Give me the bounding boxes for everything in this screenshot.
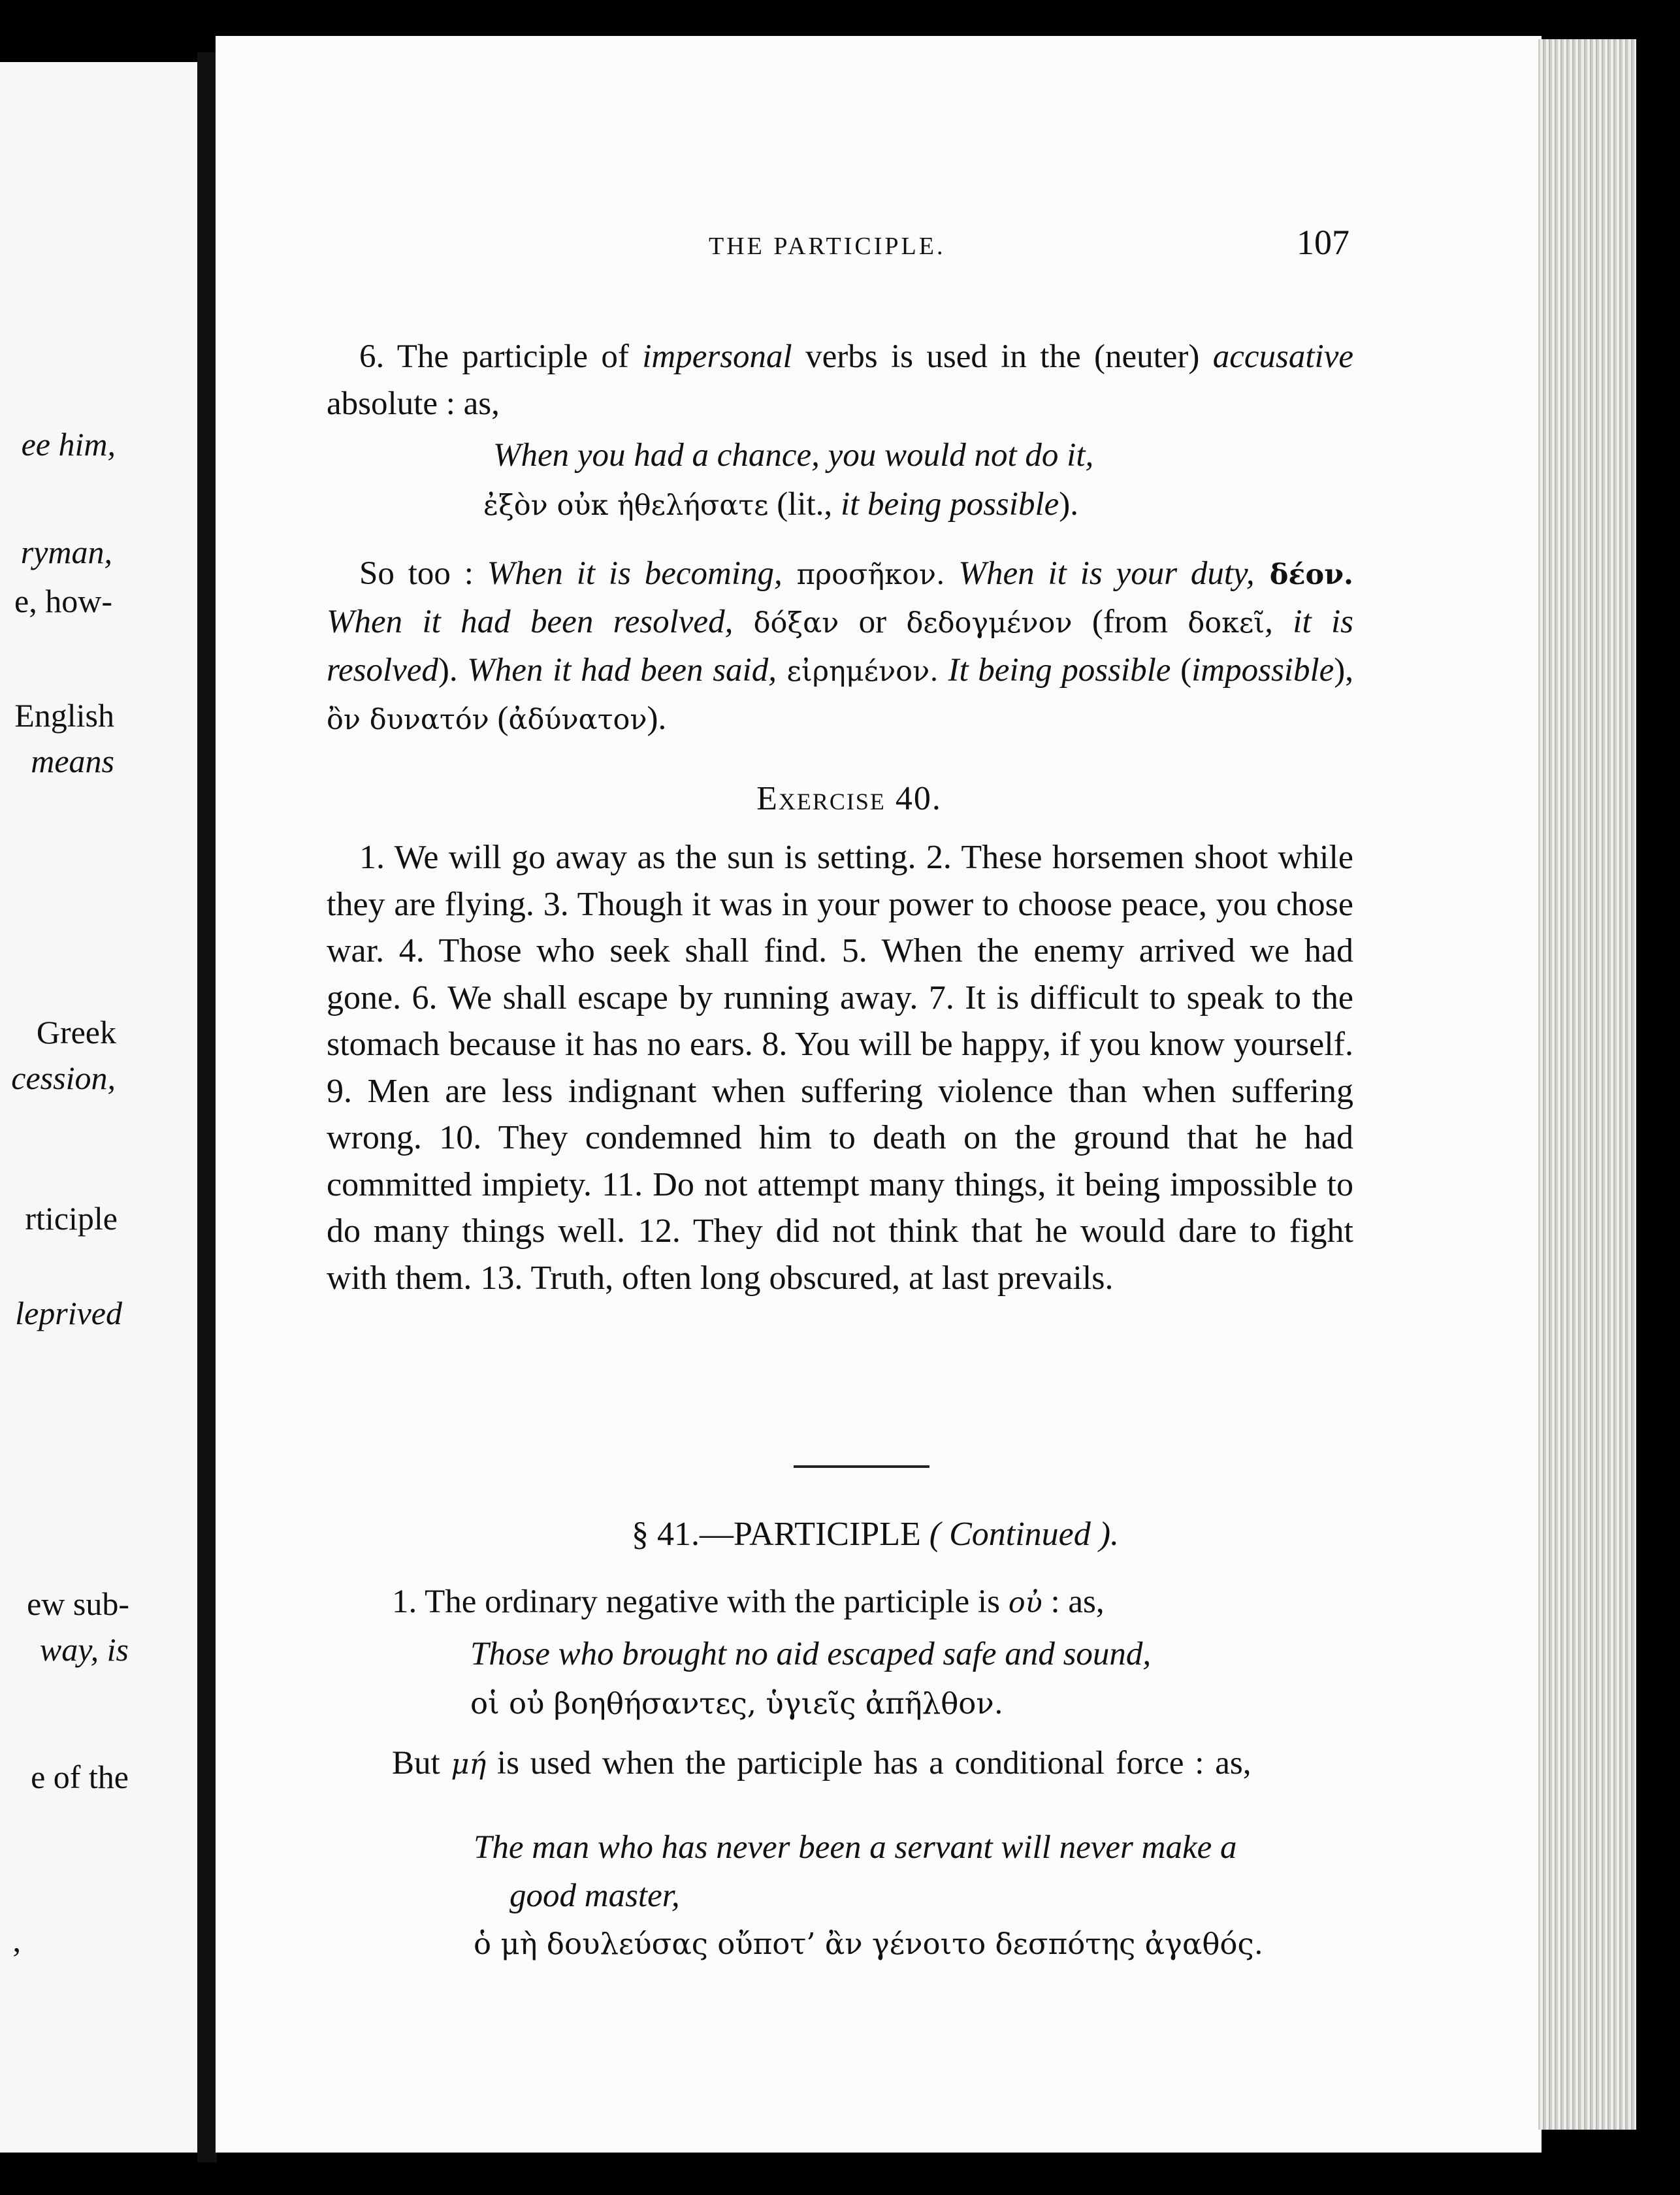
text-run: ( [489, 700, 509, 737]
text-run: When it is your duty, [945, 555, 1255, 592]
left-page-fragment: ryman, [20, 534, 112, 570]
greek-text: μή [451, 1748, 487, 1781]
text-run: , it is resolved [327, 604, 1354, 689]
left-page-fragment: rticiple [25, 1200, 118, 1237]
text-run: 1. The ordinary negative with the participle is [392, 1584, 1009, 1620]
left-page-fragment: cession, [11, 1060, 116, 1096]
left-page-fragment: ew sub- [27, 1585, 129, 1622]
greek-text: δεδογμένον [906, 607, 1073, 640]
so-too-paragraph [327, 550, 1353, 743]
heading-continued: ( Continued ). [920, 1516, 1120, 1553]
term-accusative: accusative [1212, 338, 1353, 375]
text-run: So too : [359, 555, 487, 592]
greek-text: δέον. [1254, 559, 1353, 591]
text-run: ). [647, 700, 667, 737]
left-page-fragment: means [31, 743, 114, 779]
text-run: absolute : as, [327, 385, 500, 422]
term-impersonal: impersonal [642, 338, 792, 375]
example-english: good master, [509, 1878, 680, 1914]
left-page-fragment: Greek [36, 1014, 116, 1050]
greek-text: προσῆκον. [782, 559, 945, 591]
text-run: (lit., [768, 486, 841, 523]
text-run: (from [1072, 604, 1188, 640]
example-greek-line [483, 488, 1078, 521]
example-english: The man who has never been a servant will never make a [474, 1829, 1237, 1866]
greek-text: δοκεῖ [1187, 607, 1265, 640]
exercise-paragraph: 1. We will go away as the sun is setting. 2. These horsemen shoot while they are flying. 3. Though it was in your power to choose peace, you chose war. 4. Those who seek shall find. 5. When the enemy arrived we had gone. 6. We shall escape by running away. 7. It is difficult to speak to the stomach because it has no ears. 8. You will be happy, if you know yourself. 9. Men are less indignant when suffering violence than when suffering wrong. 10. They condemned him to death on the ground that he had committed impiety. 11. Do not attempt many things, it being impossible to do many things well. 12. They did not think that he would dare to fight with them. 13. Truth, often long obscured, at last prevails. [327, 839, 1353, 1297]
left-page-fragment: , [12, 1922, 21, 1959]
left-page-fragment: ee him, [21, 426, 116, 463]
running-title: THE PARTICIPLE. [709, 233, 946, 260]
text-run: impossible [1191, 652, 1334, 689]
exercise-40-text [327, 834, 1353, 1301]
text-run: is used when the participle has a conditional force : as, [486, 1745, 1252, 1781]
left-page-fragment: e of the [31, 1759, 129, 1795]
section-41-rule-2 [327, 1740, 1476, 1788]
greek-text: ἐξὸν οὐκ ἠθελήσατε [483, 489, 769, 522]
section-41-heading [555, 1518, 1195, 1552]
section-6-paragraph [327, 333, 1353, 427]
greek-text: ἀδύνατον [508, 704, 647, 736]
text-run: it being possible [840, 486, 1059, 523]
text-run: ), [1334, 652, 1353, 689]
text-run: ). [1059, 486, 1078, 523]
greek-text: εἰρημένον. [776, 655, 939, 688]
left-page-fragment: way, is [39, 1631, 129, 1668]
section-divider [794, 1465, 929, 1468]
text-run: verbs is used in the (neuter) [792, 338, 1213, 375]
greek-text: ὂν δυνατόν [327, 704, 489, 736]
text-run: But [392, 1745, 451, 1781]
page-number: 107 [1297, 223, 1349, 262]
greek-text: οὐ [1008, 1587, 1042, 1619]
right-page [216, 36, 1542, 2153]
heading-text: § 41.—PARTICIPLE [631, 1516, 921, 1553]
section-41-rule-1 [392, 1585, 1105, 1619]
text-run: When it is becoming, [487, 555, 783, 592]
left-page-fragment: e, how- [14, 583, 112, 619]
example-greek: ὁ μὴ δουλεύσας οὔποτ’ ἂν γένοιτο δεσπότης ἀγαθός. [474, 1927, 1264, 1961]
text-run: 6. The participle of [359, 338, 643, 375]
example-english: Those who brought no aid escaped safe and sound, [470, 1636, 1152, 1672]
book-gutter [197, 52, 217, 2162]
exercise-heading: Exercise 40. [756, 780, 942, 817]
text-run: : as, [1042, 1584, 1105, 1620]
text-run: ( [1171, 652, 1192, 689]
left-page [0, 62, 199, 2153]
text-run: It being possible [938, 652, 1171, 689]
text-run: When it had been resolved, [327, 604, 734, 640]
text-run: ). [438, 652, 458, 689]
greek-text: δόξαν [733, 607, 839, 640]
page-edge [1538, 39, 1636, 2130]
example-english: When you had a chance, you would not do it, [493, 437, 1094, 474]
left-page-fragment: English [14, 697, 114, 734]
example-greek: οἱ οὐ βοηθήσαντες, ὑγιεῖς ἀπῆλθον. [470, 1686, 1004, 1721]
text-run: or [839, 604, 907, 640]
left-page-fragment: leprived [15, 1295, 122, 1331]
text-run: When it had been said, [457, 652, 777, 689]
